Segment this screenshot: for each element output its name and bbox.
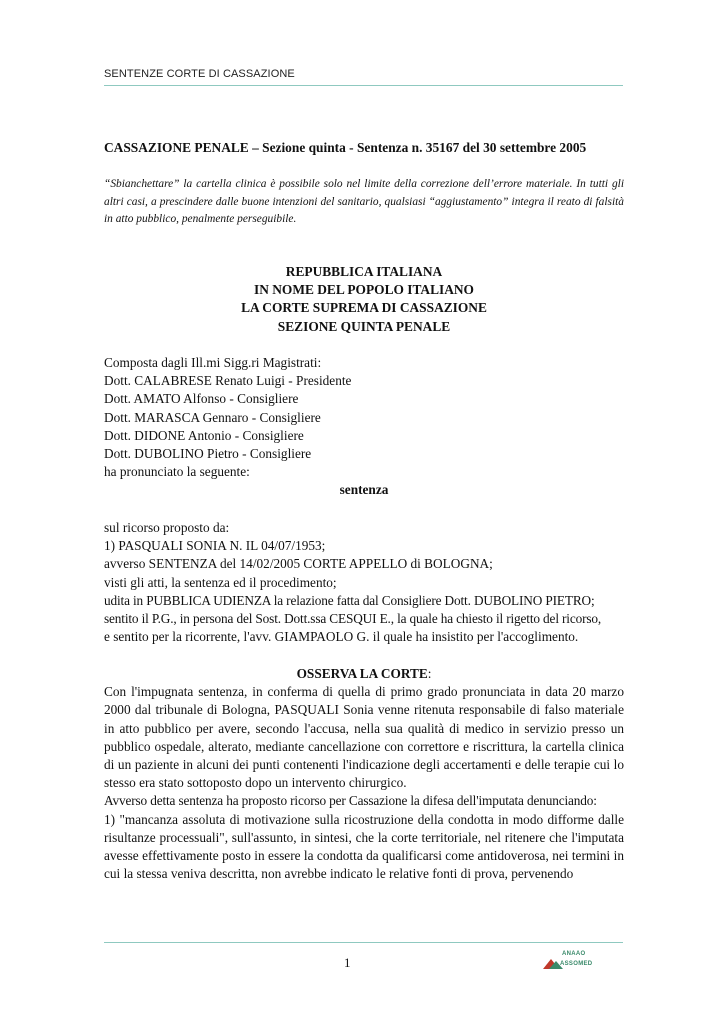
heading-line: SEZIONE QUINTA PENALE xyxy=(277,318,451,334)
appeal-block xyxy=(104,519,624,646)
document-title: CASSAZIONE PENALE – Sezione quinta - Sentenza n. 35167 del 30 settembre 2005 xyxy=(104,140,587,155)
pronounced-line: ha pronunciato la seguente: xyxy=(104,464,250,480)
magistrate-item: Dott. DUBOLINO Pietro - Consigliere xyxy=(104,446,312,462)
magistrate-item: Dott. CALABRESE Renato Luigi - Presidente xyxy=(104,373,352,389)
logo-text-anaao: ANAAO xyxy=(562,951,586,957)
appeal-line: visti gli atti, la sentenza ed il procedimento; xyxy=(104,574,337,590)
magistrate-item: Dott. DIDONE Antonio - Consigliere xyxy=(104,427,304,443)
composition-block xyxy=(104,354,624,500)
heading-line: REPUBBLICA ITALIANA xyxy=(285,264,443,279)
observations-block xyxy=(104,665,624,883)
observe-heading: OSSERVA LA CORTE xyxy=(296,666,428,681)
appeal-line: sul ricorso proposto da: xyxy=(104,520,230,535)
header-divider xyxy=(104,85,623,86)
appeal-line: 1) PASQUALI SONIA N. IL 04/07/1953; xyxy=(104,538,326,554)
summary-maxim: “Sbianchettare” la cartella clinica è possibile solo nel limite della correzione dell’errore materiale. In tutti gli altri casi, a prescindere dalle buone intenzioni del sanitario, qualsiasi “aggiustamento” integra il reato di falsità in atto pubblico, penalmente perseguibile. xyxy=(104,178,624,225)
magistrate-item: Dott. AMATO Alfonso - Consigliere xyxy=(104,391,299,407)
observe-heading-row xyxy=(104,665,624,683)
heading-line: LA CORTE SUPREMA DI CASSAZIONE xyxy=(241,300,487,316)
court-heading xyxy=(104,263,624,336)
appeal-line: avverso SENTENZA del 14/02/2005 CORTE APPELLO di BOLOGNA; xyxy=(104,556,493,572)
running-header xyxy=(104,68,295,80)
magistrate-item: Dott. MARASCA Gennaro - Consigliere xyxy=(104,409,321,425)
logo-text-assomed: ASSOMED xyxy=(560,961,593,967)
appeal-line: sentito il P.G., in persona del Sost. Dott.ssa CESQUI E., la quale ha chiesto il rigetto del ricorso, xyxy=(104,611,602,627)
paragraph-2: Avverso detta sentenza ha proposto ricorso per Cassazione la difesa dell'imputata denunciando: xyxy=(104,793,597,809)
composition-intro: Composta dagli Ill.mi Sigg.ri Magistrati: xyxy=(104,355,322,370)
running-title: SENTENZE CORTE DI CASSAZIONE xyxy=(104,68,295,80)
heading-line: IN NOME DEL POPOLO ITALIANO xyxy=(254,282,474,298)
appeal-line: udita in PUBBLICA UDIENZA la relazione fatta dal Consigliere Dott. DUBOLINO PIETRO; xyxy=(104,592,595,608)
paragraph-3: 1) "mancanza assoluta di motivazione sulla ricostruzione della condotta in modo difforme dalle risultanze processuali", sull'assunto, in sintesi, che la corte territoriale, nel ritenere che l'imputata avesse effettivamente posto in essere la condotta da qualificarsi come antidoverosa, nei termini in cui la stessa veniva descritta, non avrebbe indicato le relative fonti di prova, pervenendo xyxy=(104,811,624,882)
observe-colon: : xyxy=(427,666,432,681)
page-number: 1 xyxy=(344,955,351,970)
footer-divider xyxy=(104,942,623,943)
paragraph-1: Con l'impugnata sentenza, in conferma di quella di primo grado pronunciata in data 20 marzo 2000 dal tribunale di Bologna, PASQUALI Sonia venne ritenuta responsabile di falso materiale in atto pubblico per avere, secondo l'accusa, nella sua qualità di medico in servizio presso un pubblico ospedale, alterato, mediante cancellazione con correttore e riscrittura, la cartella clinica di un paziente in alcuni dei punti contenenti l'indicazione degli accertamenti e delle terapie cui lo stesso era stato sottoposto dopo un intervento chirurgico. xyxy=(104,684,624,791)
sentence-label: sentenza xyxy=(339,482,389,498)
appeal-line: e sentito per la ricorrente, l'avv. GIAMPAOLO G. il quale ha insistito per l'accoglimento. xyxy=(104,629,579,645)
